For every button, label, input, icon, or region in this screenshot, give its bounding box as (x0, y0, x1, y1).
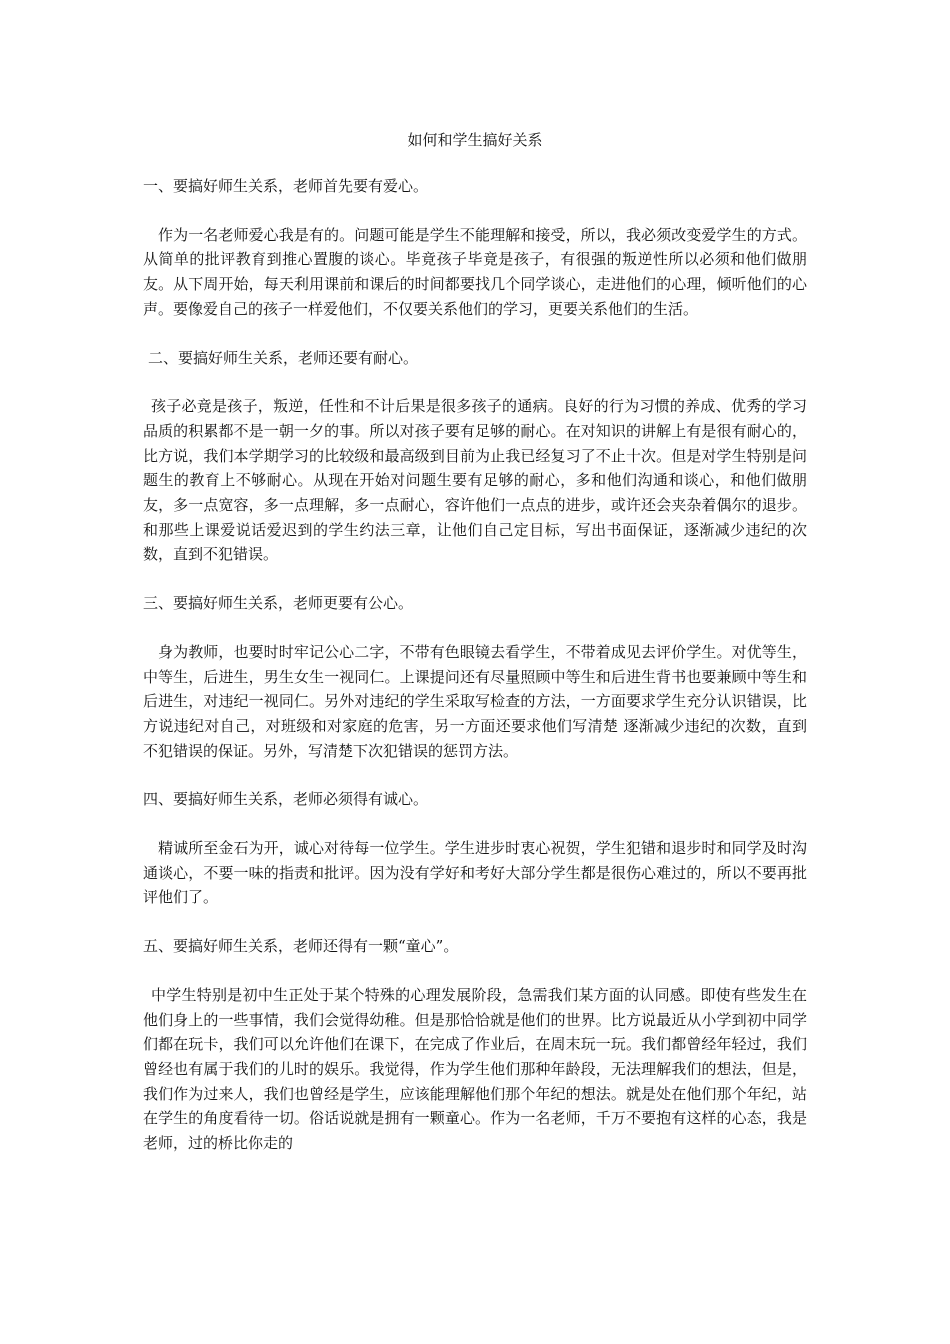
section-1-paragraph: 作为一名老师爱心我是有的。问题可能是学生不能理解和接受，所以，我必须改变爱学生的方式。从简单的批评教育到推心置腹的谈心。毕竟孩子毕竟是孩子，有很强的叛逆性所以必须和他们做朋友。从下周开始，每天利用课前和课后的时间都要找几个同学谈心，走进他们的心理，倾听他们的心声。要像爱自己的孩子一样爱他们，不仅要关系他们的学习，更要关系他们的生活。 (143, 225, 807, 318)
document-body (143, 174, 807, 1180)
section-1-heading: 一、要搞好师生关系，老师首先要有爱心。 (143, 177, 429, 195)
section-4-heading: 四、要搞好师生关系，老师必须得有诚心。 (143, 790, 429, 809)
section-2-heading: 二、要搞好师生关系，老师还要有耐心。 (148, 348, 419, 367)
section-3-heading: 三、要搞好师生关系，老师更要有公心。 (143, 594, 414, 613)
section-5-heading: 五、要搞好师生关系，老师还得有一颗“童心”。 (143, 937, 459, 956)
section-5-paragraph: 中学生特别是初中生正处于某个特殊的心理发展阶段，急需我们某方面的认同感。即使有些发生在他们身上的一些事情，我们会觉得幼稚。但是那恰恰就是他们的世界。比方说最近从小学到初中同学们都在玩卡，我们可以允许他们在课下，在完成了作业后，在周末玩一玩。我们都曾经年轻过，我们曾经也有属于我们的儿时的娱乐。我觉得，作为学生他们那种年龄段，无法理解我们的想法，但是，我们作为过来人，我们也曾经是学生，应该能理解他们那个年纪的想法。就是处在他们那个年纪，站在学生的角度看待一切。俗话说就是拥有一颗童心。作为一名老师，千万不要抱有这样的心态，我是老师，过的桥比你走的 (143, 985, 807, 1153)
section-2-paragraph: 孩子必竟是孩子，叛逆，任性和不计后果是很多孩子的通病。良好的行为习惯的养成、优秀的学习品质的积累都不是一朝一夕的事。所以对孩子要有足够的耐心。在对知识的讲解上有是很有耐心的，比方说，我们本学期学习的比较级和最高级到目前为止我已经复习了不止十次。但是对学生特别是问题生的教育上不够耐心。从现在开始对问题生要有足够的耐心，多和他们沟通和谈心，和他们做朋友，多一点宽容，多一点理解，多一点耐心，容许他们一点点的进步，或许还会夹杂着偶尔的退步。和那些上课爱说话爱迟到的学生约法三章，让他们自己定目标，写出书面保证，逐渐减少违纪的次数，直到不犯错误。 (143, 397, 807, 564)
section-3-paragraph: 身为教师，也要时时牢记公心二字，不带有色眼镜去看学生，不带着成见去评价学生。对优等生，中等生，后进生，男生女生一视同仁。上课提问还有尽量照顾中等生和后进生背书也要兼顾中等生和后进生，对违纪一视同仁。另外对违纪的学生采取写检查的方法，一方面要求学生充分认识错误，比方说违纪对自己，对班级和对家庭的危害，另一方面还要求他们写清楚 逐渐减少违纪的次数，直到不犯错误的保证。另外，写清楚下次犯错误的惩罚方法。 (143, 642, 807, 760)
section-4-paragraph: 精诚所至金石为开，诚心对待每一位学生。学生进步时衷心祝贺，学生犯错和退步时和同学及时沟通谈心，不要一味的指责和批评。因为没有学好和考好大部分学生都是很伤心难过的，所以不要再批评他们了。 (143, 839, 807, 907)
document-title: 如何和学生搞好关系 (407, 131, 543, 149)
